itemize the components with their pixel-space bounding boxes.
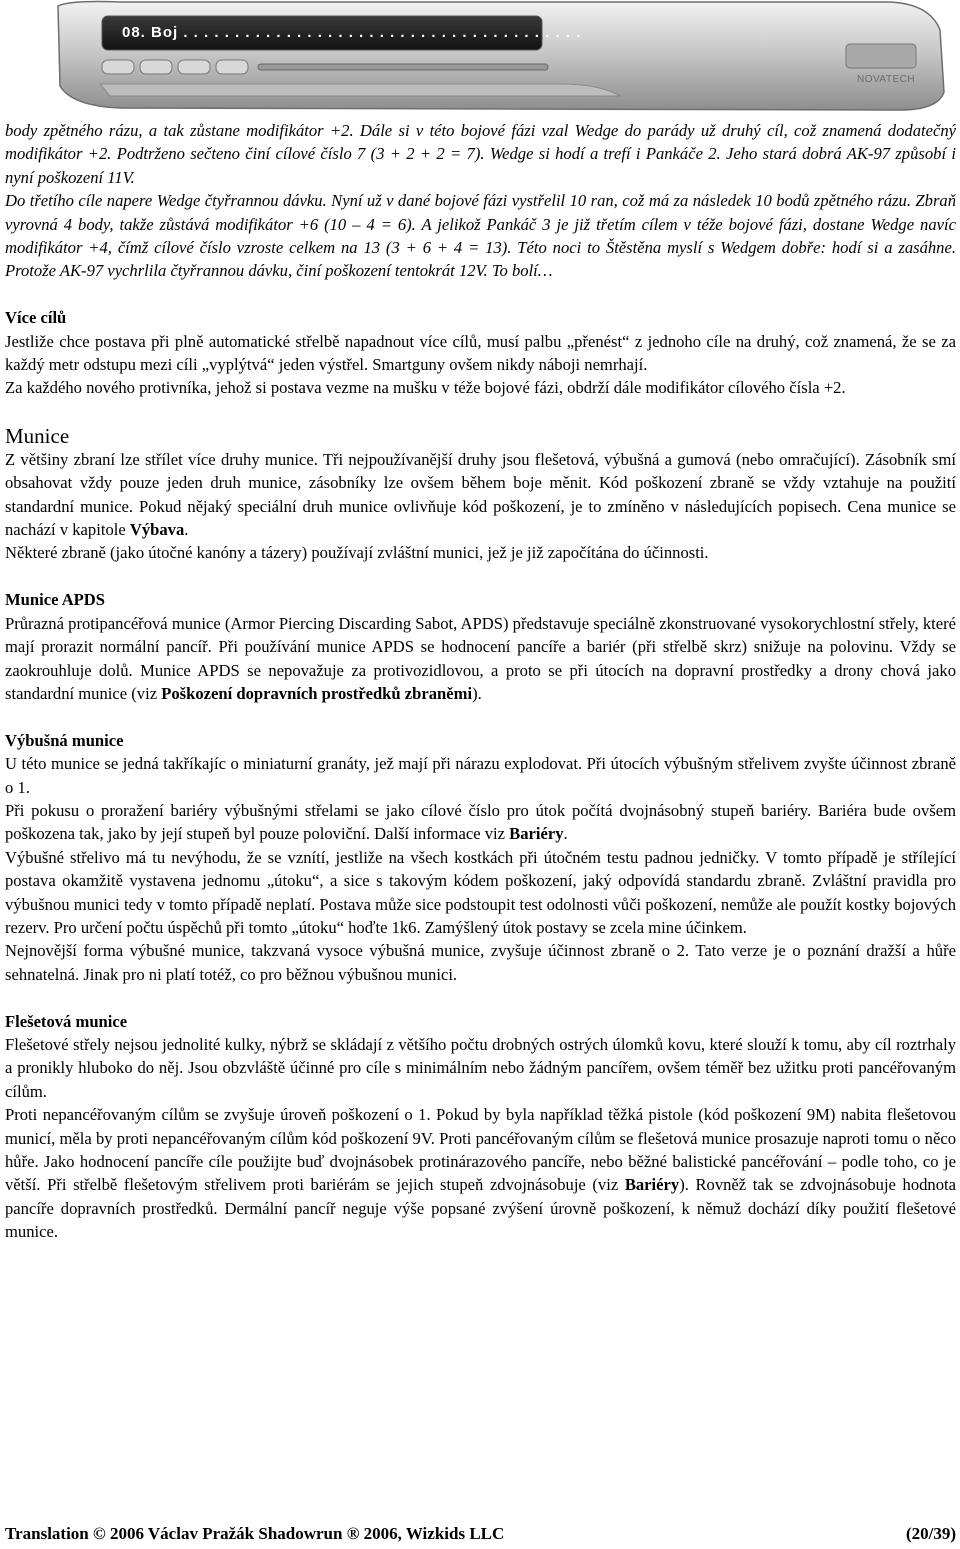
banner-frame-graphic [0, 0, 960, 112]
example-paragraph-2: Do třetího cíle napere Wedge čtyřrannou dávku. Nyní už v dané bojové fázi vystřelil 10 ran, což má za následek 10 bodů zpětného rázu. Zbraň vyrovná 4 body, takže zůstává modifikátor +6 (10 – 4 = 6). A jelikož Pankáč 3 je již třetím cílem v téže bojové fázi, dostane Wedge navíc modifikátor +4, čímž cílové číslo vzroste celkem na 13 (3 + 6 + 4 = 13). Této noci to Štěstěna myslí s Wedgem dobře: hodí si a zasáhne. Protože AK-97 vychrlila čtyřrannou dávku, činí poškození tentokrát 12V. To bolí… [5, 191, 956, 281]
vice-cilu-paragraph-1: Jestliže chce postava při plně automatické střelbě napadnout více cílů, musí palbu „přenést“ z jednoho cíle na druhý, což znamená, že se za každý metr odstupu mezi cíli „vyplýtvá“ jeden výstřel. Smartguny ovšem nikdy náboji nemrhají. [5, 331, 956, 375]
chapter-title: 08. Boj . . . . . . . . . . . . . . . . . . . . . . . . . . . . . . . . . . . . . . . [122, 24, 582, 41]
vybusna-paragraph-4: Nejnovější forma výbušné munice, takzvaná vysoce výbušná munice, zvyšuje účinnost zbraně o 2. Tato verze je o poznání dražší a hůře sehnatelná. Jinak pro ni platí totéž, co pro běžnou výbušnou munici. [5, 941, 956, 984]
vybusna-paragraph-3: Výbušné střelivo má tu nevýhodu, že se vznítí, jestliže na všech kostkách při útočném testu padnou jedničky. V tomto případě je střílející postava okamžitě vystavena jednomu „útoku“, a sice s takovým kódem poškození, jaký odpovídá standardu zbraně. Zvláštní pravidla pro výbušnou munici tedy v tomto případě neplatí. Postava může sice podstoupit test odolnosti vůči poškození, nemůže ale použít kostky bojových rezerv. Pro určení počtu úspěchů při tomto „útoku“ hoďte 1k6. Zamýšlený útok postavy se zcela mine účinkem. [5, 847, 956, 937]
munice-paragraph-2: Některé zbraně (jako útočné kanóny a tázery) používají zvláštní munici, jež je již započítána do účinnosti. [5, 543, 709, 563]
header-banner [0, 0, 960, 112]
reference-poskozeni-dopravnich-prostredku: Poškození dopravních prostředků zbraněmi [161, 683, 473, 703]
section-heading-vice-cilu: Více cílů [5, 308, 67, 328]
reference-vybava: Výbava [129, 520, 185, 540]
vice-cilu-paragraph-2: Za každého nového protivníka, jehož si postava vezme na mušku v téže bojové fázi, obdrží dále modifikátor cílového čísla +2. [5, 378, 846, 398]
section-heading-vybusna: Výbušná munice [5, 730, 124, 750]
page-number: (20/39) [905, 1524, 956, 1543]
flesetova-paragraph-1: Flešetové střely nejsou jednolité kulky, nýbrž se skládají z většího počtu drobných ostrých úlomků kovu, které slouží k tomu, aby cíl roztrhaly a pronikly hluboko do něj. Jsou obzvláště účinné pro cíle s minimálním nebo žádným pancířem, ovšem téměř bez užitku proti pancéřovaným cílům. [5, 1034, 956, 1101]
apds-paragraph-1: Průrazná protipancéřová munice (Armor Piercing Discarding Sabot, APDS) představuje speciálně zkonstruované vysokorychlostní střely, které mají prorazit normální pancíř. Při používání munice APDS se hodnocení pancíře a bariér (při střelbě skrz) snižuje na polovinu. Vždy se zaokrouhluje dolů. Munice APDS se nepovažuje za protivozidlovou, a proto se při útocích na dopravní prostředky a drony chová jako standardní munice (viz Poškození dopravních prostředků zbraněmi). [5, 613, 956, 703]
reference-bariery: Bariéry [509, 824, 564, 844]
vybusna-paragraph-2: Při pokusu o proražení bariéry výbušnými střelami se jako cílové číslo pro útok počítá dvojnásobný stupeň bariéry. Bariéra bude ovšem poškozena tak, jako by její stupeň byl pouze poloviční. Další informace viz Bariéry. [5, 800, 956, 844]
example-paragraph-1: body zpětného rázu, a tak zůstane modifikátor +2. Dále si v této bojové fázi vzal Wedge do parády už druhý cíl, což znamená dodatečný modifikátor +2. Podtrženo sečteno činí cílové číslo 7 (3 + 2 + 2 = 7). Wedge si hodí a trefí i Pankáče 2. Jeho stará dobrá AK-97 způsobí i nyní poškození 11V. [5, 121, 956, 187]
flesetova-paragraph-2: Proti nepancéřovaným cílům se zvyšuje úroveň poškození o 1. Pokud by byla například těžká pistole (kód poškození 9M) nabita flešetovou municí, měla by proti nepancéřovaným cílům kód poškození 9V. Proti pancéřovaným cílům se flešetová munice prosazuje naproti tomu o něco hůře. Jako hodnocení pancíře cíle použijte buď dvojnásobek protinárazového pancíře, nebo běžné balistické pancéřování – podle toho, co je větší. Při střelbě flešetovým střelivem proti bariérám se jejich stupeň zdvojnásobuje (viz Bariéry). Rovněž tak se zdvojnásobuje hodnota pancíře dopravních prostředků. Dermální pancíř neguje výše popsané zvýšení úrovně poškození, k němuž dochází díky použití flešetové munice. [5, 1105, 956, 1242]
section-heading-apds: Munice APDS [5, 590, 106, 610]
page-footer [5, 1524, 956, 1544]
footer-copyright: Translation © 2006 Václav Pražák Shadowrun ® 2006, Wizkids LLC [5, 1524, 505, 1543]
vybusna-paragraph-1: U této munice se jedná takříkajíc o miniaturní granáty, jež mají při nárazu explodovat. Při útocích výbušným střelivem zvyšte účinnost zbraně o 1. [5, 754, 956, 797]
reference-bariery-2: Bariéry [624, 1175, 680, 1195]
munice-paragraph-1: Z většiny zbraní lze střílet více druhy munice. Tři nejpoužívanější druhy jsou flešetová, výbušná a gumová (nebo omračující). Zásobník smí obsahovat vždy pouze jeden druh munice, zásobníky lze ovšem během boje měnit. Kód poškození zbraně se vždy vztahuje na použití standardní munice. Pokud nějaký speciální druh munice ovlivňuje kód poškození, je to zmíněno v následujících popisech. Cena munice se nachází v kapitole Výbava. [5, 449, 956, 540]
section-heading-munice: Munice [5, 423, 70, 448]
document-body [5, 119, 956, 1244]
brand-logo-text: NOVATECH [857, 74, 916, 85]
section-heading-flesetova: Flešetová munice [5, 1011, 128, 1031]
